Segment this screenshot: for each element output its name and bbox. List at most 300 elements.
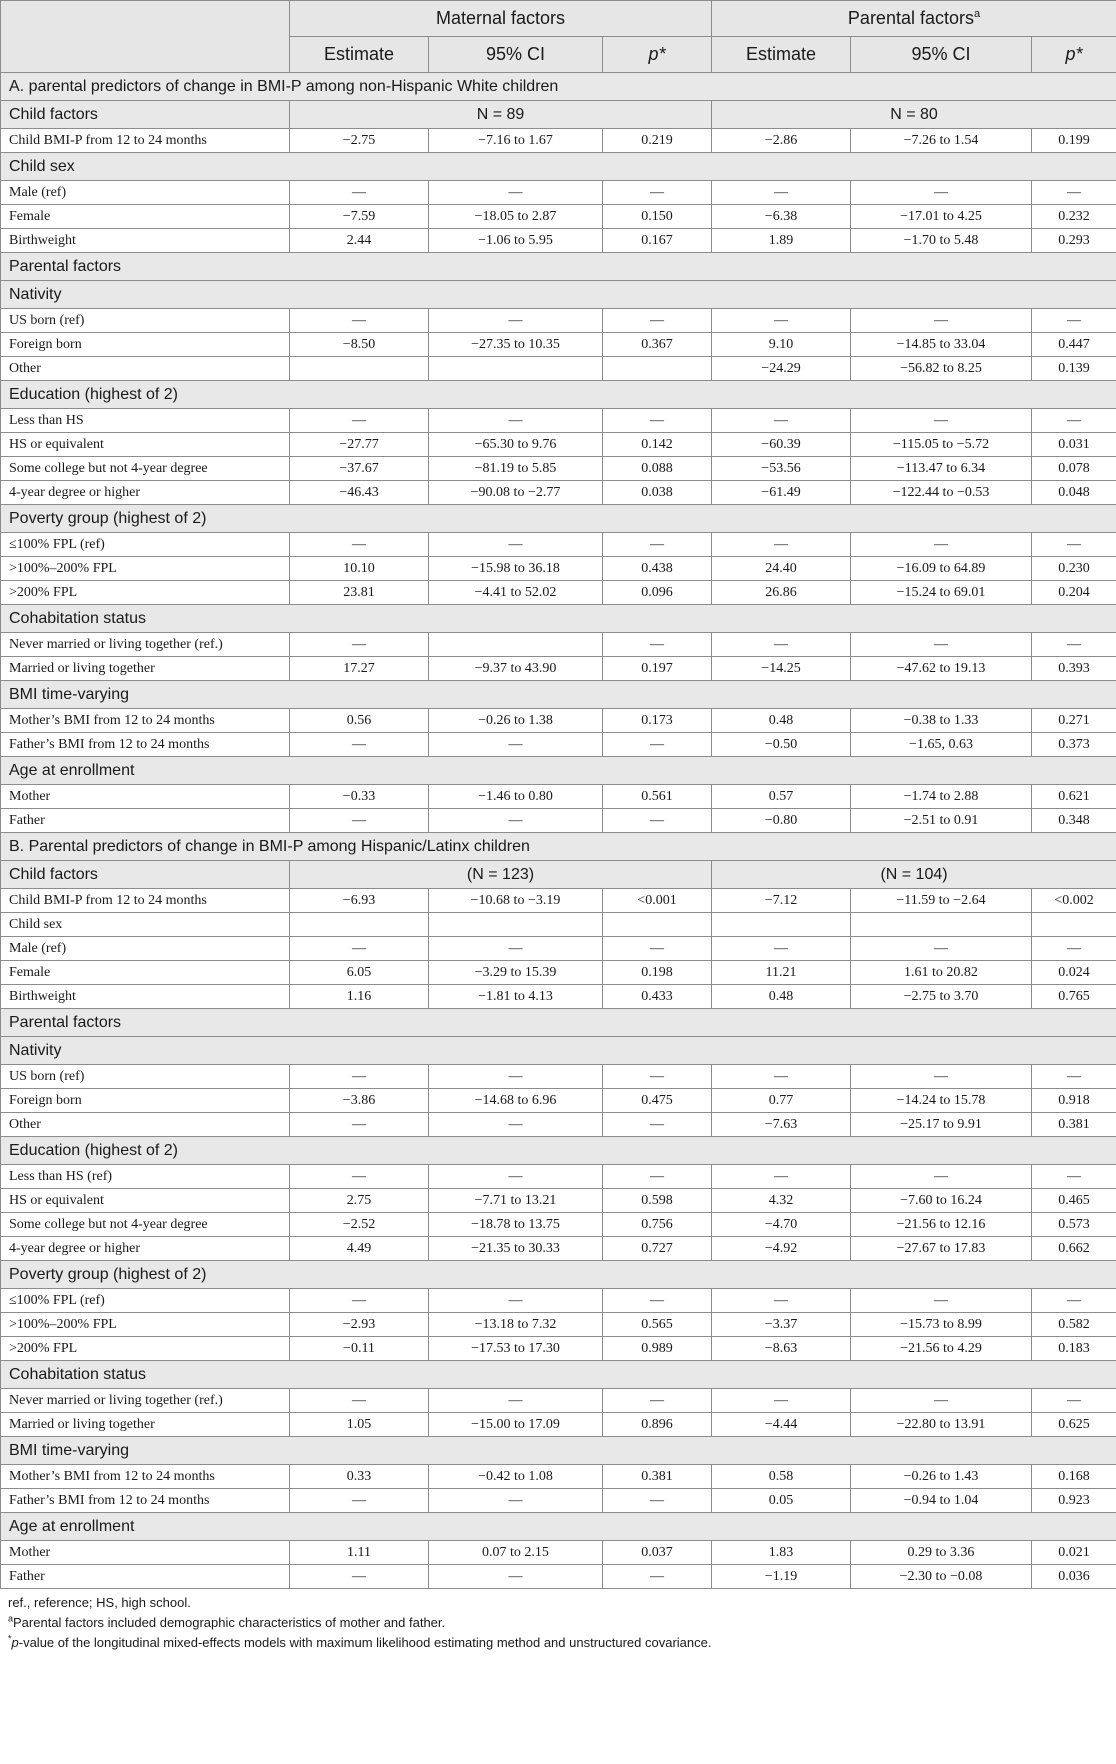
parental-p: 0.582 — [1032, 1313, 1116, 1337]
footnote-p-value — [8, 1633, 1108, 1653]
maternal-ci: −15.00 to 17.09 — [429, 1413, 603, 1437]
maternal-p: — — [603, 633, 712, 657]
maternal-ci: — — [429, 533, 603, 557]
parental-p: — — [1032, 633, 1116, 657]
header-p-parental — [1032, 37, 1116, 73]
parental-p: 0.031 — [1032, 433, 1116, 457]
table-row — [1, 533, 1116, 557]
maternal-p: 0.197 — [603, 657, 712, 681]
row-label: Mother’s BMI from 12 to 24 months — [1, 709, 290, 733]
maternal-p: 0.173 — [603, 709, 712, 733]
maternal-p: — — [603, 937, 712, 961]
parental-ci: −2.51 to 0.91 — [851, 809, 1032, 833]
maternal-p: 0.198 — [603, 961, 712, 985]
table-row — [1, 889, 1116, 913]
parental-estimate: 4.32 — [712, 1189, 851, 1213]
parental-p: 0.139 — [1032, 357, 1116, 381]
parental-p: 0.199 — [1032, 129, 1116, 153]
row-label: HS or equivalent — [1, 433, 290, 457]
maternal-p: — — [603, 809, 712, 833]
maternal-p: 0.381 — [603, 1465, 712, 1489]
parental-ci: — — [851, 1289, 1032, 1313]
parental-estimate: 26.86 — [712, 581, 851, 605]
parental-estimate: −53.56 — [712, 457, 851, 481]
parental-estimate: 1.83 — [712, 1541, 851, 1565]
maternal-estimate: 4.49 — [290, 1237, 429, 1261]
maternal-estimate: — — [290, 1289, 429, 1313]
parental-p: 0.021 — [1032, 1541, 1116, 1565]
maternal-ci: — — [429, 1489, 603, 1513]
group-n-parental: (N = 104) — [712, 861, 1116, 889]
group-label: BMI time-varying — [1, 681, 1116, 709]
maternal-ci: −7.71 to 13.21 — [429, 1189, 603, 1213]
row-label: Never married or living together (ref.) — [1, 633, 290, 657]
maternal-ci: — — [429, 1113, 603, 1137]
maternal-ci: −1.06 to 5.95 — [429, 229, 603, 253]
table-row — [1, 1189, 1116, 1213]
parental-p: 0.204 — [1032, 581, 1116, 605]
maternal-estimate: −3.86 — [290, 1089, 429, 1113]
parental-ci: −11.59 to −2.64 — [851, 889, 1032, 913]
parental-estimate: 0.58 — [712, 1465, 851, 1489]
maternal-p: — — [603, 533, 712, 557]
table-row — [1, 809, 1116, 833]
parental-estimate: −3.37 — [712, 1313, 851, 1337]
table-row — [1, 1313, 1116, 1337]
parental-p: 0.918 — [1032, 1089, 1116, 1113]
maternal-ci: — — [429, 1389, 603, 1413]
parental-estimate: −6.38 — [712, 205, 851, 229]
row-label: Father — [1, 809, 290, 833]
table-row — [1, 1541, 1116, 1565]
group-header-row — [1, 1437, 1116, 1465]
header-p-parental-label: p* — [1065, 44, 1083, 64]
maternal-ci: — — [429, 1289, 603, 1313]
group-header-row — [1, 101, 1116, 129]
maternal-estimate: — — [290, 937, 429, 961]
maternal-p: — — [603, 309, 712, 333]
maternal-ci: −21.35 to 30.33 — [429, 1237, 603, 1261]
table-row — [1, 937, 1116, 961]
parental-ci: −1.74 to 2.88 — [851, 785, 1032, 809]
parental-p: 0.765 — [1032, 985, 1116, 1009]
parental-ci: — — [851, 633, 1032, 657]
row-label: Mother — [1, 785, 290, 809]
parental-estimate: −14.25 — [712, 657, 851, 681]
maternal-p: — — [603, 409, 712, 433]
footnote-a-marker: a — [8, 1613, 14, 1624]
parental-p: — — [1032, 1289, 1116, 1313]
parental-p: 0.168 — [1032, 1465, 1116, 1489]
parental-ci: −1.65, 0.63 — [851, 733, 1032, 757]
row-label: Male (ref) — [1, 181, 290, 205]
header-parental — [712, 1, 1116, 37]
parental-estimate: — — [712, 181, 851, 205]
parental-ci — [851, 913, 1032, 937]
header-parental-label: Parental factors — [847, 8, 974, 28]
group-n-parental: N = 80 — [712, 101, 1116, 129]
row-label: Mother’s BMI from 12 to 24 months — [1, 1465, 290, 1489]
parental-p: — — [1032, 1065, 1116, 1089]
parental-ci: −0.26 to 1.43 — [851, 1465, 1032, 1489]
parental-ci: — — [851, 181, 1032, 205]
maternal-estimate: 2.75 — [290, 1189, 429, 1213]
row-label: Foreign born — [1, 1089, 290, 1113]
table-row — [1, 457, 1116, 481]
parental-ci: −22.80 to 13.91 — [851, 1413, 1032, 1437]
table-row — [1, 129, 1116, 153]
maternal-estimate: — — [290, 1389, 429, 1413]
maternal-p: 0.142 — [603, 433, 712, 457]
row-label: >200% FPL — [1, 581, 290, 605]
parental-estimate: −4.92 — [712, 1237, 851, 1261]
row-label: Father’s BMI from 12 to 24 months — [1, 1489, 290, 1513]
maternal-estimate: — — [290, 633, 429, 657]
table-row — [1, 1237, 1116, 1261]
group-header-row — [1, 1261, 1116, 1289]
maternal-estimate: −0.11 — [290, 1337, 429, 1361]
parental-p: 0.232 — [1032, 205, 1116, 229]
parental-p: <0.002 — [1032, 889, 1116, 913]
parental-p: — — [1032, 1165, 1116, 1189]
group-label: Nativity — [1, 1037, 1116, 1065]
maternal-p: 0.598 — [603, 1189, 712, 1213]
header-ci-parental: 95% CI — [851, 37, 1032, 73]
parental-p: 0.271 — [1032, 709, 1116, 733]
table-row — [1, 1389, 1116, 1413]
table-row — [1, 913, 1116, 937]
parental-p: 0.048 — [1032, 481, 1116, 505]
table-row — [1, 1213, 1116, 1237]
maternal-ci: −10.68 to −3.19 — [429, 889, 603, 913]
maternal-estimate: 1.05 — [290, 1413, 429, 1437]
header-estimate-parental: Estimate — [712, 37, 851, 73]
maternal-ci: — — [429, 733, 603, 757]
parental-estimate: 11.21 — [712, 961, 851, 985]
maternal-ci: −0.42 to 1.08 — [429, 1465, 603, 1489]
parental-ci: — — [851, 937, 1032, 961]
parental-estimate: −0.50 — [712, 733, 851, 757]
group-header-row — [1, 253, 1116, 281]
table-row — [1, 1337, 1116, 1361]
parental-p: 0.393 — [1032, 657, 1116, 681]
group-header-row — [1, 381, 1116, 409]
maternal-estimate: — — [290, 1565, 429, 1589]
parental-p: 0.662 — [1032, 1237, 1116, 1261]
group-label: Education (highest of 2) — [1, 381, 1116, 409]
maternal-ci: −1.46 to 0.80 — [429, 785, 603, 809]
parental-ci: −0.38 to 1.33 — [851, 709, 1032, 733]
maternal-ci — [429, 913, 603, 937]
header-p-maternal-label: p* — [648, 44, 666, 64]
parental-estimate: 9.10 — [712, 333, 851, 357]
table-row — [1, 1165, 1116, 1189]
group-label: Poverty group (highest of 2) — [1, 505, 1116, 533]
parental-ci: −15.24 to 69.01 — [851, 581, 1032, 605]
group-label: Cohabitation status — [1, 1361, 1116, 1389]
maternal-p: — — [603, 1065, 712, 1089]
footnote-a-text: Parental factors included demographic characteristics of mother and father. — [13, 1615, 446, 1630]
parental-ci: — — [851, 409, 1032, 433]
maternal-p: <0.001 — [603, 889, 712, 913]
row-label: Female — [1, 205, 290, 229]
maternal-estimate: −46.43 — [290, 481, 429, 505]
maternal-p: 0.367 — [603, 333, 712, 357]
table-row — [1, 581, 1116, 605]
group-label: Child factors — [1, 101, 290, 129]
maternal-estimate: 0.33 — [290, 1465, 429, 1489]
section-title: B. Parental predictors of change in BMI-P among Hispanic/Latinx children — [1, 833, 1116, 861]
table-row — [1, 709, 1116, 733]
group-header-row — [1, 1137, 1116, 1165]
row-label: Other — [1, 357, 290, 381]
table-row — [1, 1489, 1116, 1513]
maternal-estimate: −0.33 — [290, 785, 429, 809]
row-label: Father’s BMI from 12 to 24 months — [1, 733, 290, 757]
maternal-ci: −0.26 to 1.38 — [429, 709, 603, 733]
parental-ci: −56.82 to 8.25 — [851, 357, 1032, 381]
group-label: Education (highest of 2) — [1, 1137, 1116, 1165]
parental-ci: −113.47 to 6.34 — [851, 457, 1032, 481]
maternal-p: 0.727 — [603, 1237, 712, 1261]
row-label: Some college but not 4-year degree — [1, 457, 290, 481]
parental-ci: −115.05 to −5.72 — [851, 433, 1032, 457]
maternal-estimate: 6.05 — [290, 961, 429, 985]
maternal-estimate: −37.67 — [290, 457, 429, 481]
row-label: Never married or living together (ref.) — [1, 1389, 290, 1413]
parental-estimate — [712, 913, 851, 937]
parental-p: 0.036 — [1032, 1565, 1116, 1589]
parental-estimate: 0.48 — [712, 985, 851, 1009]
maternal-p: — — [603, 1289, 712, 1313]
maternal-estimate: — — [290, 1165, 429, 1189]
row-label: >100%–200% FPL — [1, 1313, 290, 1337]
maternal-ci — [429, 633, 603, 657]
parental-p: 0.447 — [1032, 333, 1116, 357]
parental-ci: −2.30 to −0.08 — [851, 1565, 1032, 1589]
maternal-p: 0.088 — [603, 457, 712, 481]
maternal-estimate: 2.44 — [290, 229, 429, 253]
parental-p: 0.348 — [1032, 809, 1116, 833]
header-parental-sup: a — [973, 8, 981, 20]
parental-ci: −7.26 to 1.54 — [851, 129, 1032, 153]
table-row — [1, 1289, 1116, 1313]
maternal-estimate: 0.56 — [290, 709, 429, 733]
parental-ci: 1.61 to 20.82 — [851, 961, 1032, 985]
maternal-estimate: −2.75 — [290, 129, 429, 153]
maternal-p: 0.433 — [603, 985, 712, 1009]
row-label: ≤100% FPL (ref) — [1, 533, 290, 557]
parental-estimate: −4.70 — [712, 1213, 851, 1237]
parental-ci: −25.17 to 9.91 — [851, 1113, 1032, 1137]
maternal-p: — — [603, 1389, 712, 1413]
maternal-p: 0.150 — [603, 205, 712, 229]
maternal-p: 0.219 — [603, 129, 712, 153]
parental-estimate: −4.44 — [712, 1413, 851, 1437]
maternal-estimate: 10.10 — [290, 557, 429, 581]
maternal-p: — — [603, 1565, 712, 1589]
parental-ci: — — [851, 1389, 1032, 1413]
group-n-maternal: (N = 123) — [290, 861, 712, 889]
header-estimate-maternal: Estimate — [290, 37, 429, 73]
parental-p: — — [1032, 309, 1116, 333]
footnote-p-italic: p — [11, 1635, 19, 1650]
maternal-p: 0.167 — [603, 229, 712, 253]
row-label: >100%–200% FPL — [1, 557, 290, 581]
maternal-estimate: — — [290, 181, 429, 205]
parental-estimate: — — [712, 633, 851, 657]
row-label: 4-year degree or higher — [1, 1237, 290, 1261]
group-n-maternal: N = 89 — [290, 101, 712, 129]
table-row — [1, 205, 1116, 229]
maternal-p — [603, 357, 712, 381]
maternal-estimate — [290, 357, 429, 381]
maternal-estimate: −27.77 — [290, 433, 429, 457]
maternal-p: 0.561 — [603, 785, 712, 809]
parental-p: 0.293 — [1032, 229, 1116, 253]
parental-estimate: −2.86 — [712, 129, 851, 153]
parental-p: — — [1032, 181, 1116, 205]
maternal-estimate: — — [290, 533, 429, 557]
table-row — [1, 1465, 1116, 1489]
table-row — [1, 433, 1116, 457]
row-label: ≤100% FPL (ref) — [1, 1289, 290, 1313]
parental-ci: −47.62 to 19.13 — [851, 657, 1032, 681]
parental-estimate: −24.29 — [712, 357, 851, 381]
maternal-ci: −14.68 to 6.96 — [429, 1089, 603, 1113]
footnote-p-text: -value of the longitudinal mixed-effects models with maximum likelihood estimating method and unstructured covariance. — [18, 1635, 712, 1650]
maternal-ci: −81.19 to 5.85 — [429, 457, 603, 481]
maternal-ci: −4.41 to 52.02 — [429, 581, 603, 605]
parental-p: 0.621 — [1032, 785, 1116, 809]
maternal-ci: −15.98 to 36.18 — [429, 557, 603, 581]
row-label: Mother — [1, 1541, 290, 1565]
maternal-p: — — [603, 733, 712, 757]
parental-estimate: — — [712, 1289, 851, 1313]
row-label: Child BMI-P from 12 to 24 months — [1, 889, 290, 913]
table-body — [1, 73, 1116, 1589]
maternal-ci: −27.35 to 10.35 — [429, 333, 603, 357]
row-label: Child sex — [1, 913, 290, 937]
maternal-estimate: — — [290, 1489, 429, 1513]
group-label: Parental factors — [1, 1009, 1116, 1037]
parental-p: 0.078 — [1032, 457, 1116, 481]
parental-ci: −7.60 to 16.24 — [851, 1189, 1032, 1213]
parental-estimate: 1.89 — [712, 229, 851, 253]
maternal-estimate: −6.93 — [290, 889, 429, 913]
group-header-row — [1, 1361, 1116, 1389]
parental-estimate: 0.57 — [712, 785, 851, 809]
maternal-p: 0.475 — [603, 1089, 712, 1113]
group-label: Parental factors — [1, 253, 1116, 281]
row-label: Less than HS — [1, 409, 290, 433]
header-row-groups — [1, 1, 1116, 37]
maternal-ci: −9.37 to 43.90 — [429, 657, 603, 681]
parental-p: 0.625 — [1032, 1413, 1116, 1437]
group-header-row — [1, 757, 1116, 785]
parental-ci: −17.01 to 4.25 — [851, 205, 1032, 229]
table-row — [1, 785, 1116, 809]
parental-p: 0.573 — [1032, 1213, 1116, 1237]
parental-estimate: 24.40 — [712, 557, 851, 581]
row-label: Some college but not 4-year degree — [1, 1213, 290, 1237]
maternal-estimate: 17.27 — [290, 657, 429, 681]
parental-p: 0.024 — [1032, 961, 1116, 985]
parental-estimate: — — [712, 533, 851, 557]
table-row — [1, 733, 1116, 757]
maternal-ci: — — [429, 937, 603, 961]
parental-ci: −2.75 to 3.70 — [851, 985, 1032, 1009]
group-header-row — [1, 281, 1116, 309]
parental-ci: 0.29 to 3.36 — [851, 1541, 1032, 1565]
maternal-p: — — [603, 1113, 712, 1137]
section-title: A. parental predictors of change in BMI-P among non-Hispanic White children — [1, 73, 1116, 101]
group-header-row — [1, 1009, 1116, 1037]
footnote-a — [8, 1613, 1108, 1633]
table-row — [1, 481, 1116, 505]
row-label: Foreign born — [1, 333, 290, 357]
parental-p — [1032, 913, 1116, 937]
maternal-estimate: −2.93 — [290, 1313, 429, 1337]
table-row — [1, 985, 1116, 1009]
group-header-row — [1, 605, 1116, 633]
maternal-p: 0.896 — [603, 1413, 712, 1437]
parental-estimate: — — [712, 937, 851, 961]
parental-estimate: 0.05 — [712, 1489, 851, 1513]
parental-ci: −122.44 to −0.53 — [851, 481, 1032, 505]
row-label: Birthweight — [1, 985, 290, 1009]
row-label: Other — [1, 1113, 290, 1137]
parental-ci: −21.56 to 4.29 — [851, 1337, 1032, 1361]
parental-ci: −14.85 to 33.04 — [851, 333, 1032, 357]
row-label: US born (ref) — [1, 1065, 290, 1089]
parental-estimate: −8.63 — [712, 1337, 851, 1361]
parental-ci: −1.70 to 5.48 — [851, 229, 1032, 253]
maternal-ci: — — [429, 181, 603, 205]
maternal-ci: −7.16 to 1.67 — [429, 129, 603, 153]
maternal-estimate: −8.50 — [290, 333, 429, 357]
row-label: HS or equivalent — [1, 1189, 290, 1213]
row-label: Father — [1, 1565, 290, 1589]
table-row — [1, 1565, 1116, 1589]
table-row — [1, 961, 1116, 985]
maternal-ci: — — [429, 409, 603, 433]
maternal-estimate: 1.16 — [290, 985, 429, 1009]
group-label: Age at enrollment — [1, 1513, 1116, 1541]
parental-p: — — [1032, 533, 1116, 557]
header-maternal-label: Maternal factors — [435, 8, 566, 28]
parental-estimate: 0.77 — [712, 1089, 851, 1113]
maternal-ci: −17.53 to 17.30 — [429, 1337, 603, 1361]
header-corner — [1, 1, 290, 73]
group-label: Nativity — [1, 281, 1116, 309]
maternal-p: 0.756 — [603, 1213, 712, 1237]
parental-ci: −0.94 to 1.04 — [851, 1489, 1032, 1513]
table-row — [1, 1413, 1116, 1437]
parental-ci: — — [851, 533, 1032, 557]
maternal-p: 0.038 — [603, 481, 712, 505]
header-p-maternal — [603, 37, 712, 73]
maternal-p: — — [603, 181, 712, 205]
maternal-ci: — — [429, 809, 603, 833]
parental-estimate: — — [712, 1065, 851, 1089]
maternal-estimate — [290, 913, 429, 937]
maternal-p: — — [603, 1165, 712, 1189]
parental-ci: −21.56 to 12.16 — [851, 1213, 1032, 1237]
parental-p: — — [1032, 937, 1116, 961]
parental-p: 0.923 — [1032, 1489, 1116, 1513]
maternal-ci: −90.08 to −2.77 — [429, 481, 603, 505]
